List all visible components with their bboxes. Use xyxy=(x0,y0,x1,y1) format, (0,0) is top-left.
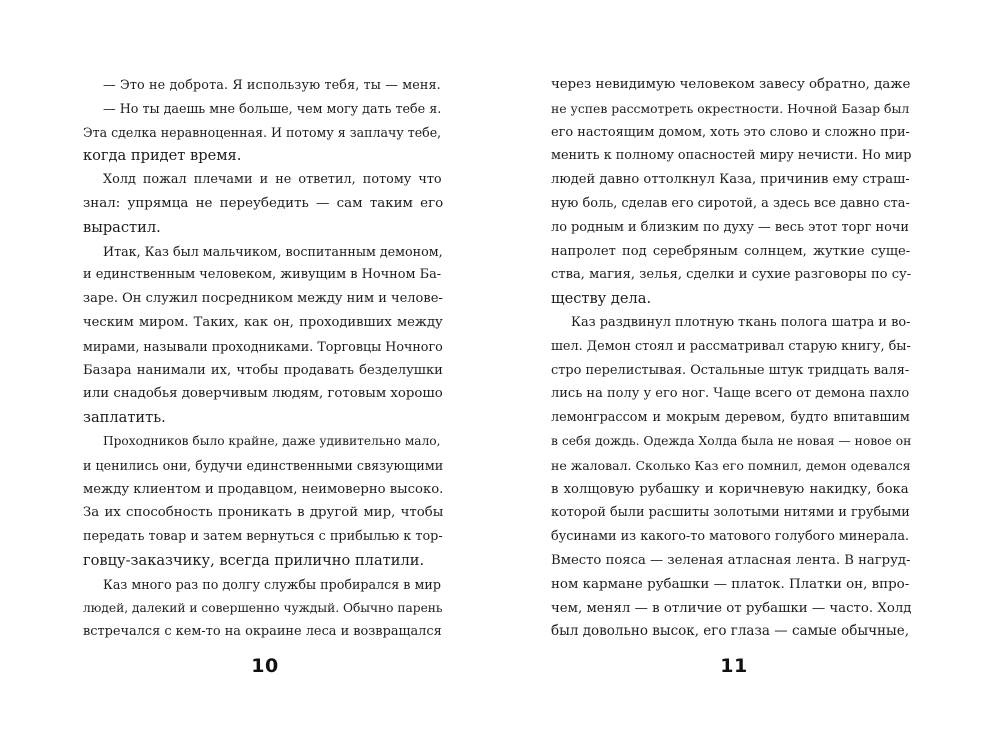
left-line-21: говцу-заказчику, всегда прилично платили. xyxy=(83,551,425,569)
page-number-right: 11 xyxy=(720,655,748,677)
left-line-7: вырастил. xyxy=(83,218,161,236)
left-line-20: передать товар и затем вернуться с прибылью к тор- xyxy=(83,529,443,545)
right-line-9: ства, магия, зелья, сделки и сухие разговоры по су- xyxy=(551,267,911,283)
left-line-8: Итак, Каз был мальчиком, воспитанным демоном, xyxy=(103,243,443,259)
right-line-8: напролет под серебряным солнцем, жуткие суще- xyxy=(551,243,911,259)
left-line-24: встречался с кем-то на окраине леса и возвращался xyxy=(83,624,442,640)
right-line-20: бусинами из какого-то матового голубого минерала. xyxy=(551,529,910,545)
right-line-19: которой были расшиты золотыми нитями и грубыми xyxy=(551,505,910,521)
left-line-15: заплатить. xyxy=(83,409,166,427)
right-line-23: чем, менял — в отличие от рубашки — часто. Холд xyxy=(551,600,911,616)
right-line-18: в холщовую рубашку и коричневую накидку, бока xyxy=(551,481,909,497)
left-line-2: — Но ты даешь мне больше, чем могу дать тебе я. xyxy=(103,100,442,116)
right-line-15: лемонграссом и мокрым деревом, будто впитавшим xyxy=(551,410,910,426)
right-line-21: Вместо пояса — зеленая атласная лента. В нагруд- xyxy=(551,552,911,568)
right-line-1: через невидимую человеком завесу обратно, даже xyxy=(551,77,911,92)
left-line-16: Проходников было крайне, даже удивительно мало, xyxy=(103,433,441,448)
left-line-19: За их способность проникать в другой мир, чтобы xyxy=(83,505,443,521)
left-line-14: или снадобья доверчивым людям, готовым хорошо xyxy=(83,386,443,402)
right-line-10: ществу дела. xyxy=(551,290,652,308)
left-line-6: знал: упрямца не переубедить — сам таким его xyxy=(83,195,443,211)
left-line-10: заре. Он служил посредником между ним и челове- xyxy=(83,291,443,307)
left-line-9: и единственным человеком, живущим в Ночном Ба- xyxy=(83,267,442,283)
right-line-24: был довольно высок, его глаза — самые обычные, xyxy=(551,623,910,640)
left-line-22: Каз много раз по долгу службы пробирался в мир xyxy=(103,576,441,592)
left-line-18: между клиентом и продавцом, неимоверно высоко. xyxy=(83,481,443,497)
left-line-3: Эта сделка неравноценная. И потому я заплачу тебе, xyxy=(83,124,442,140)
left-line-12: мирами, называли проходниками. Торговцы Ночного xyxy=(83,338,443,354)
right-line-3: его настоящим домом, хоть это слово и сложно при- xyxy=(551,124,910,140)
right-line-6: ную боль, сделав его сиротой, а здесь все давно ста- xyxy=(551,195,910,211)
left-line-17: и ценились они, будучи единственными связующими xyxy=(83,457,443,473)
right-line-16: в себя дождь. Одежда Холда была не новая — новое он xyxy=(551,433,911,448)
right-line-14: лись на полу у его ног. Чаще всего от демона пахло xyxy=(551,386,910,402)
left-line-13: Базара нанимали их, чтобы продавать безделушки xyxy=(83,362,443,378)
page-number-left: 10 xyxy=(251,655,279,677)
right-line-17: не жаловал. Сколько Каз его помнил, демон одевался xyxy=(551,457,911,473)
right-line-12: шел. Демон стоял и рассматривал старую книгу, бы- xyxy=(551,338,911,354)
right-line-4: менить к полному опасностей миру нечисти. Но мир xyxy=(551,148,911,164)
right-line-11: Каз раздвинул плотную ткань полога шатра и во- xyxy=(571,314,911,330)
right-line-13: стро перелистывая. Остальные штук тридцать валя- xyxy=(551,362,910,378)
left-line-1: — Это не доброта. Я использую тебя, ты — меня. xyxy=(103,77,441,92)
left-line-4: когда придет время. xyxy=(83,147,242,165)
right-line-22: ном кармане рубашки — платок. Платки он, впро- xyxy=(551,576,910,592)
left-line-11: ческим миром. Таких, как он, проходивших между xyxy=(83,314,443,330)
left-page xyxy=(83,73,443,640)
right-page xyxy=(551,73,911,640)
right-line-2: не успев рассмотреть окрестности. Ночной Базар был xyxy=(551,100,910,116)
right-line-7: ло родным и близким по духу — весь этот торг ночи xyxy=(551,219,909,235)
left-line-23: людей, далекий и совершенно чуждый. Обычно парень xyxy=(83,600,443,615)
right-line-5: людей давно оттолкнул Каза, причинив ему страш- xyxy=(551,172,910,188)
left-line-5: Холд пожал плечами и не ответил, потому что xyxy=(103,172,442,188)
